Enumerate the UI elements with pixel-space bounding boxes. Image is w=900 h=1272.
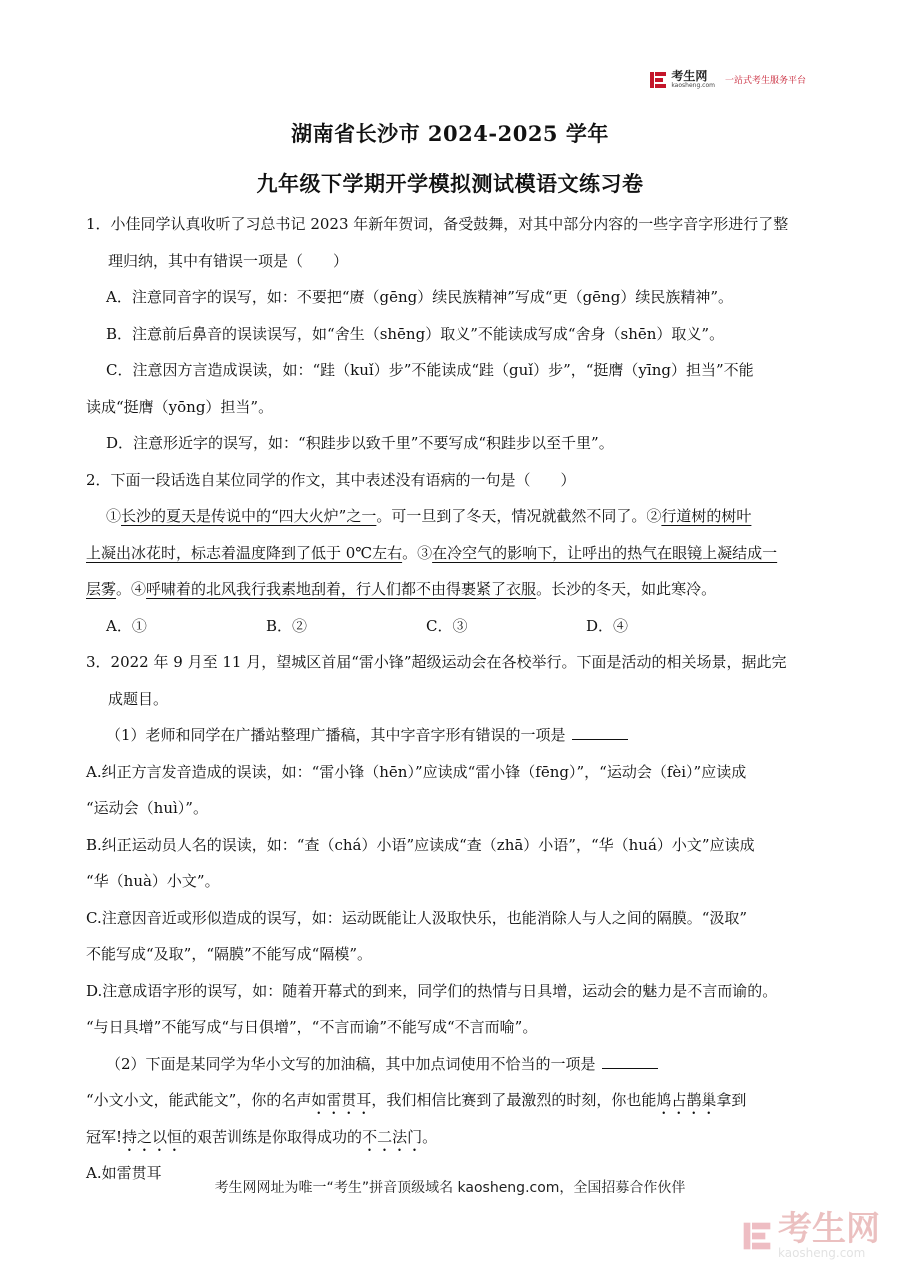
sentence-marker: ① [106, 507, 122, 525]
sentence-3-part1: 在冷空气的影响下，让呼出的热气在眼镜上凝结成一 [432, 543, 778, 562]
passage-text: “小文小文，能武能文”，你的名声 [86, 1091, 312, 1109]
q3-passage-line1 [86, 1082, 816, 1119]
passage-text: 。 [422, 1127, 438, 1146]
sentence-2-part1: 行道树的树叶 [661, 507, 752, 525]
brand-slogan: 一站式考生服务平台 [724, 76, 806, 86]
q1-option-c-line1: C．注意因方言造成误读，如：“跬（kuǐ）步”不能读成“跬（guǐ）步”，“挺膺（yīng）担当”不能 [106, 361, 754, 379]
q3-sub1-option-b-line1: B.纠正运动员人名的误读，如：“查（chá）小语”应读成“查（zhā）小语”，“华（huá）小文”应读成 [86, 835, 755, 854]
page-footer: 考生网网址为唯一“考生”拼音顶级域名 kaosheng.com，全国招募合作伙伴 [214, 1180, 686, 1196]
q3-sub2 [86, 1046, 816, 1083]
brand-header [649, 70, 806, 89]
watermark [742, 1209, 880, 1260]
exam-content [86, 206, 816, 1192]
q3-sub1-option-b-line2: “华（huà）小文”。 [86, 872, 220, 890]
q2-choice-a: A．① [106, 616, 147, 635]
q3-passage-line2 [86, 1119, 816, 1156]
answer-blank [602, 1050, 658, 1069]
sentence-2-end: 。 [402, 543, 418, 562]
q2-stem: 2．下面一段话选自某位同学的作文，其中表述没有语病的一句是（ ） [86, 470, 576, 489]
sentence-4: 呼啸着的北风我行我素地刮着，行人们都不由得裹紧了衣服 [146, 580, 537, 598]
q2-choices [86, 608, 816, 645]
q3-stem-line1: 3．2022 年 9 月至 11 月，望城区首届“雷小锋”超级运动会在各校举行。下面是活动的相关场景，据此完 [86, 653, 787, 671]
sentence-2-part2: 上凝出冰花时，标志着温度降到了低于 0℃左右 [86, 543, 403, 562]
dotted-word: 不二法门 [362, 1127, 423, 1146]
sentence-3-part2: 层雾 [86, 580, 117, 598]
dotted-word: 鸠占鹊巢 [656, 1091, 717, 1109]
q2-passage-line2 [86, 535, 816, 572]
q3-sub1-text: （1）老师和同学在广播站整理广播稿，其中字音字形有错误的一项是 [106, 726, 566, 744]
q1-option-a: A．注意同音字的误写，如：不要把“赓（gēng）续民族精神”写成“更（gēng）续民族精神”。 [106, 288, 733, 306]
sentence-marker: ② [646, 507, 662, 525]
q3-sub1-option-d-line2: “与日具增”不能写成“与日俱增”，“不言而谕”不能写成“不言而喻”。 [86, 1018, 538, 1036]
q3-sub1-option-a-line1: A.纠正方言发音造成的误读，如：“雷小锋（hēn）”应读成“雷小锋（fēng）”，“运动会（fèi）”应读成 [86, 762, 747, 781]
q1-stem-line2: 理归纳，其中有错误一项是（ ） [108, 251, 349, 270]
dotted-word: 持之以恒 [122, 1127, 183, 1146]
q3-sub2-text: （2）下面是某同学为华小文写的加油稿，其中加点词使用不恰当的一项是 [106, 1054, 596, 1073]
sentence-3-end: 。 [116, 580, 132, 598]
brand-domain: kaosheng.com [671, 82, 715, 89]
q1-option-b: B．注意前后鼻音的误读误写，如“舍生（shēng）取义”不能读成写成“舍身（shēn）取义”。 [106, 324, 725, 343]
q2-choice-c: C．③ [426, 616, 468, 635]
kaosheng-logo-icon [649, 71, 667, 89]
watermark-domain: kaosheng.com [778, 1246, 866, 1260]
passage-text: 的艰苦训练是你取得成功的 [182, 1127, 363, 1146]
q3-sub1-option-a-line2: “运动会（huì）”。 [86, 799, 208, 817]
sentence-marker: ③ [417, 543, 433, 562]
sentence-4-end: 。长沙的冬天，如此寒冷。 [536, 580, 717, 598]
q1-option-c-line2: 读成“挺膺（yōng）担当”。 [86, 397, 274, 416]
q3-sub2-option-a: A.如雷贯耳 [86, 1164, 162, 1182]
q1-stem-line1: 1．小佳同学认真收听了习总书记 2023 年新年贺词，备受鼓舞，对其中部分内容的一些字音字形进行了整 [86, 215, 789, 233]
q3-stem-line2: 成题目。 [108, 689, 169, 708]
passage-text: ，我们相信比赛到了最激烈的时刻，你也能 [371, 1091, 657, 1109]
sentence-1-end: 。可一旦到了冬天，情况就截然不同了。 [376, 507, 647, 525]
q2-choice-d: D．④ [586, 616, 629, 635]
dotted-word: 如雷贯耳 [311, 1091, 372, 1109]
q2-passage-line1 [86, 498, 816, 535]
answer-blank [572, 721, 628, 740]
watermark-text: 考生网 [778, 1209, 880, 1249]
q1-option-d: D．注意形近字的误写，如：“积跬步以致千里”不要写成“积跬步以至千里”。 [106, 434, 614, 452]
watermark-logo-icon [742, 1219, 772, 1253]
q3-sub1 [86, 717, 816, 754]
page-title-line1: 湖南省长沙市 2024-2025 学年 [291, 121, 609, 146]
q3-sub1-option-c-line2: 不能写成“及取”，“隔膜”不能写成“隔模”。 [86, 945, 373, 963]
passage-text: 拿到 [716, 1091, 747, 1109]
q2-passage-line3 [86, 571, 816, 608]
page-title-line2: 九年级下学期开学模拟测试模语文练习卷 [256, 171, 644, 196]
brand-name: 考生网 [671, 69, 708, 83]
q3-sub1-option-c-line1: C.注意因音近或形似造成的误写，如：运动既能让人汲取快乐，也能消除人与人之间的隔膜。“汲取” [86, 908, 748, 927]
q3-sub1-option-d-line1: D.注意成语字形的误写，如：随着开幕式的到来，同学们的热情与日具增，运动会的魅力是不言而谕的。 [86, 981, 778, 1000]
sentence-marker: ④ [131, 580, 147, 598]
q2-choice-b: B．② [266, 616, 308, 635]
passage-text: 冠军! [86, 1127, 123, 1146]
sentence-1: 长沙的夏天是传说中的“四大火炉”之一 [121, 507, 377, 525]
